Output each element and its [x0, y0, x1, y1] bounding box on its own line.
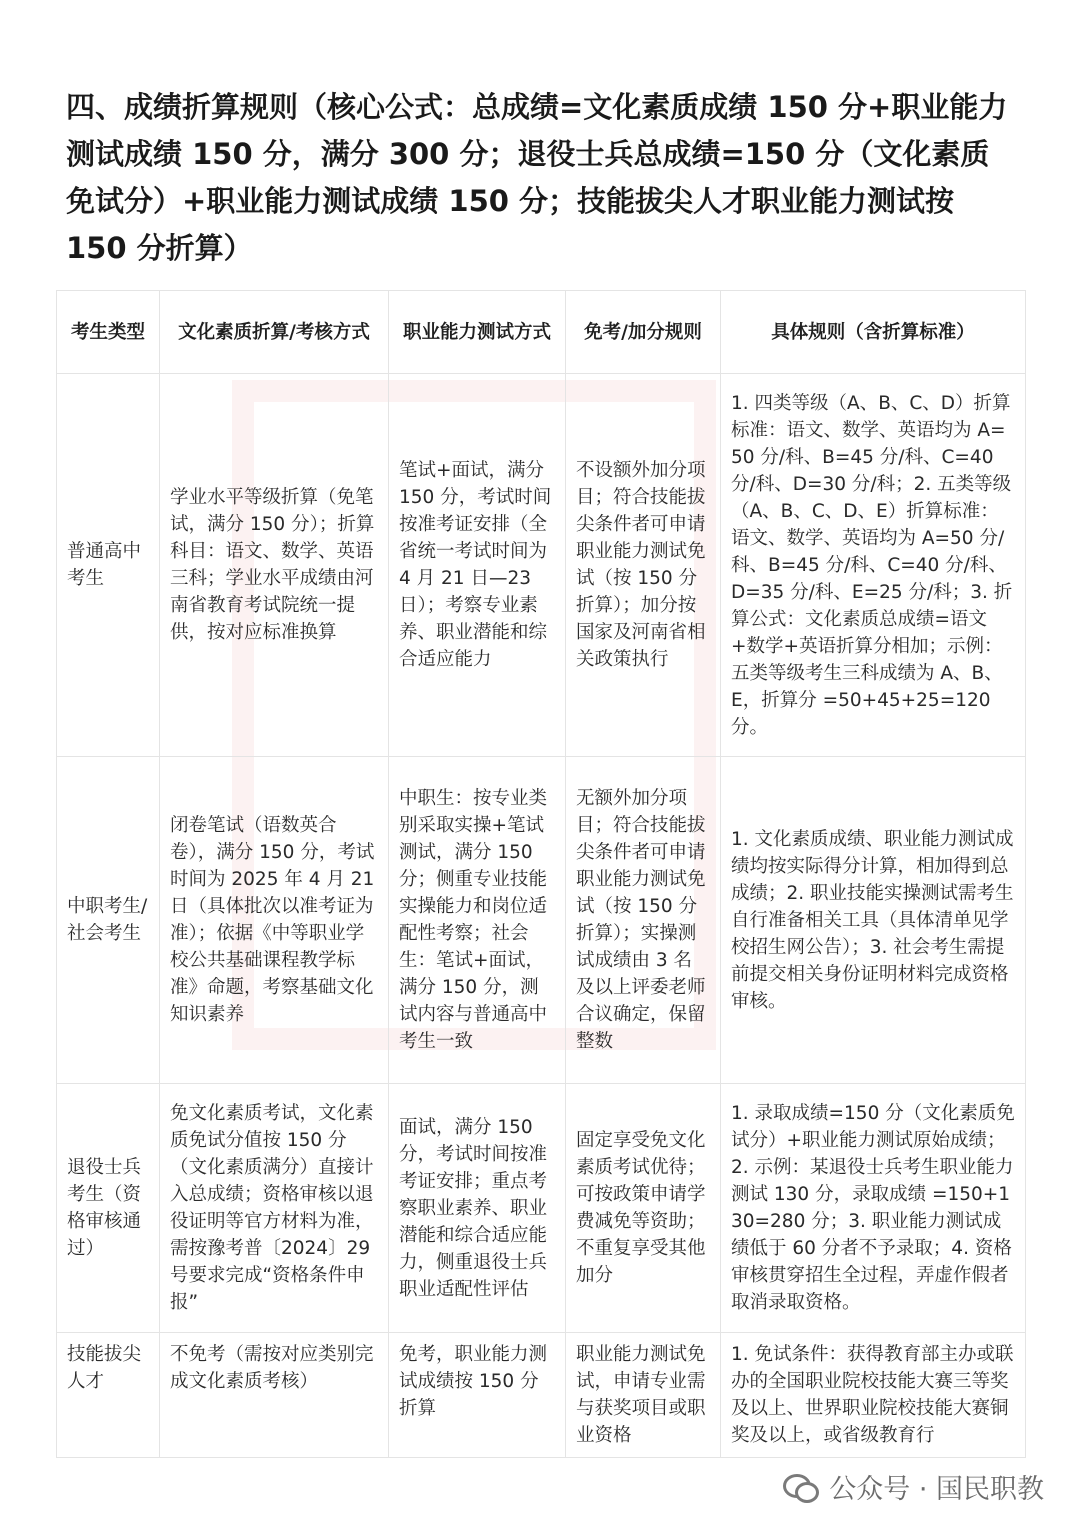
cell-ability: 面试，满分 150 分，考试时间按准考证安排；重点考察职业素养、职业潜能和综合适应能力，侧重退役士兵职业适配性评估	[389, 1084, 566, 1333]
score-rules-table	[56, 290, 1026, 1458]
cell-culture: 免文化素质考试，文化素质免试分值按 150 分（文化素质满分）直接计入总成绩；资格审核以退役证明等官方材料为准，需按豫考普〔2024〕29 号要求完成“资格条件申报”	[160, 1084, 389, 1333]
table-header-row	[57, 291, 1026, 374]
cell-culture: 不免考（需按对应类别完成文化素质考核）	[160, 1333, 389, 1458]
cell-type: 中职考生/社会考生	[57, 757, 160, 1084]
header-cell: 文化素质折算/考核方式	[160, 291, 389, 374]
cell-ability: 笔试+面试，满分 150 分，考试时间按准考证安排（全省统一考试时间为 4 月 21 日—23 日）；考察专业素养、职业潜能和综合适应能力	[389, 374, 566, 757]
cell-type: 技能拔尖人才	[57, 1333, 160, 1458]
cell-ability: 免考，职业能力测试成绩按 150 分折算	[389, 1333, 566, 1458]
cell-detail: 1. 四类等级（A、B、C、D）折算标准：语文、数学、英语均为 A=50 分/科、B=45 分/科、C=40 分/科、D=30 分/科；2. 五类等级（A、B、C、D、E）折算标准：语文、数学、英语均为 A=50 分/科、B=45 分/科、C=40 分/科、D=35 分/科、E=25 分/科；3. 折算公式：文化素质总成绩=语文+数学+英语折算分相加；示例：五类等级考生三科成绩为 A、B、E，折算分 =50+45+25=120 分。	[721, 374, 1026, 757]
header-cell: 职业能力测试方式	[389, 291, 566, 374]
table-row	[57, 374, 1026, 757]
cell-bonus: 不设额外加分项目；符合技能拔尖条件者可申请职业能力测试免试（按 150 分折算）；加分按国家及河南省相关政策执行	[566, 374, 721, 757]
cell-bonus: 固定享受免文化素质考试优待；可按政策申请学费减免等资助；不重复享受其他加分	[566, 1084, 721, 1333]
cell-detail: 1. 文化素质成绩、职业能力测试成绩均按实际得分计算，相加得到总成绩；2. 职业技能实操测试需考生自行准备相关工具（具体清单见学校招生网公告）；3. 社会考生需提前提交相关身份证明材料完成资格审核。	[721, 757, 1026, 1084]
cell-culture: 闭卷笔试（语数英合卷），满分 150 分，考试时间为 2025 年 4 月 21 日（具体批次以准考证为准）；依据《中等职业学校公共基础课程教学标准》命题，考察基础文化知识素养	[160, 757, 389, 1084]
table-row	[57, 1333, 1026, 1458]
table-row	[57, 757, 1026, 1084]
cell-detail: 1. 录取成绩=150 分（文化素质免试分）+职业能力测试原始成绩；2. 示例：某退役士兵考生职业能力测试 130 分，录取成绩 =150+130=280 分；3. 职业能力测试成绩低于 60 分者不予录取；4. 资格审核贯穿招生全过程，弄虚作假者取消录取资格。	[721, 1084, 1026, 1333]
cell-bonus: 职业能力测试免试，申请专业需与获奖项目或职业资格	[566, 1333, 721, 1458]
header-cell: 免考/加分规则	[566, 291, 721, 374]
footer-brand	[783, 1467, 1044, 1506]
cell-culture: 学业水平等级折算（免笔试，满分 150 分）；折算科目：语文、数学、英语三科；学业水平成绩由河南省教育考试院统一提供，按对应标准换算	[160, 374, 389, 757]
section-heading: 四、成绩折算规则（核心公式：总成绩=文化素质成绩 150 分+职业能力测试成绩 150 分，满分 300 分；退役士兵总成绩=150 分（文化素质免试分）+职业能力测试成绩 150 分；技能拔尖人才职业能力测试按 150 分折算）	[66, 90, 1008, 265]
wechat-icon	[783, 1472, 819, 1502]
header-cell: 具体规则（含折算标准）	[721, 291, 1026, 374]
cell-bonus: 无额外加分项目；符合技能拔尖条件者可申请职业能力测试免试（按 150 分折算）；实操测试成绩由 3 名及以上评委老师合议确定，保留整数	[566, 757, 721, 1084]
cell-detail: 1. 免试条件：获得教育部主办或联办的全国职业院校技能大赛三等奖及以上、世界职业院校技能大赛铜奖及以上，或省级教育行	[721, 1333, 1026, 1458]
table-row	[57, 1084, 1026, 1333]
footer-account-name: 公众号 · 国民职教	[829, 1474, 1044, 1505]
cell-ability: 中职生：按专业类别采取实操+笔试测试，满分 150 分；侧重专业技能实操能力和岗位适配性考察；社会生：笔试+面试，满分 150 分，测试内容与普通高中考生一致	[389, 757, 566, 1084]
cell-type: 退役士兵考生（资格审核通过）	[57, 1084, 160, 1333]
header-cell: 考生类型	[57, 291, 160, 374]
cell-type: 普通高中考生	[57, 374, 160, 757]
